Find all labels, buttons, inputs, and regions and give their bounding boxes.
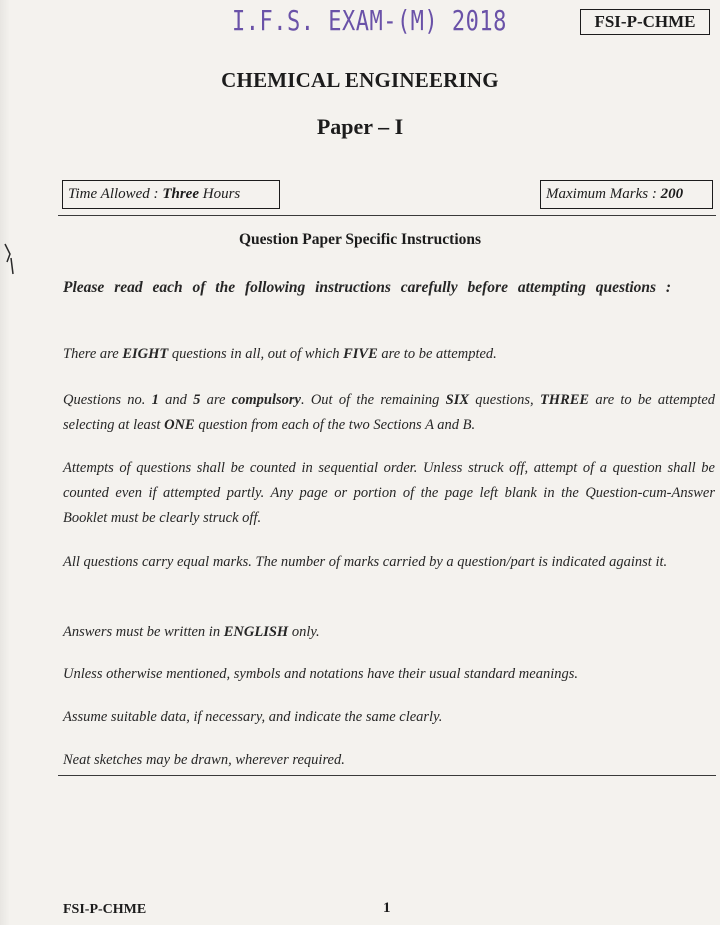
instructions-heading: Question Paper Specific Instructions bbox=[238, 231, 482, 248]
instruction-sequential-order: Attempts of questions shall be counted in sequential order. Unless struck off, attempt of a question shall be counted even if attempted partly. Any page or portion of the page left blank in the Question-cum-Answer Booklet must be clearly struck off. bbox=[63, 460, 715, 526]
instructions-lead: Please read each of the following instructions carefully before attempting questions : bbox=[63, 279, 672, 296]
maximum-marks-box bbox=[540, 180, 713, 209]
subject-title: CHEMICAL ENGINEERING bbox=[221, 68, 499, 92]
time-allowed-value: Three bbox=[162, 186, 199, 202]
instruction-compulsory-questions: Questions no. 1 and 5 are compulsory. Out of the remaining SIX questions, THREE are to be attempted selecting at least ONE question from each of the two Sections A and B. bbox=[63, 392, 716, 433]
divider-bottom bbox=[58, 775, 716, 776]
exam-stamp: I.F.S. EXAM-(M) 2018 bbox=[232, 6, 507, 38]
page-number: 1 bbox=[383, 900, 391, 916]
instruction-equal-marks: All questions carry equal marks. The number of marks carried by a question/part is indicated against it. bbox=[63, 554, 668, 570]
footer-paper-code: FSI-P-CHME bbox=[63, 902, 147, 917]
instruction-notations: Unless otherwise mentioned, symbols and notations have their usual standard meanings. bbox=[63, 666, 578, 682]
maximum-marks-label: Maximum Marks : bbox=[546, 186, 657, 202]
instruction-sketches: Neat sketches may be drawn, wherever required. bbox=[63, 752, 345, 768]
instruction-language: Answers must be written in ENGLISH only. bbox=[63, 624, 320, 640]
time-allowed-box bbox=[62, 180, 280, 209]
instruction-question-count: There are EIGHT questions in all, out of which FIVE are to be attempted. bbox=[63, 346, 497, 362]
paper-code-box: FSI-P-CHME bbox=[580, 9, 710, 35]
divider-top bbox=[58, 215, 716, 216]
time-allowed-unit: Hours bbox=[202, 186, 241, 202]
paper-title: Paper – I bbox=[316, 114, 404, 139]
time-allowed-label: Time Allowed : bbox=[68, 186, 159, 202]
instruction-assume-data: Assume suitable data, if necessary, and indicate the same clearly. bbox=[63, 709, 443, 725]
maximum-marks-value: 200 bbox=[660, 186, 684, 202]
